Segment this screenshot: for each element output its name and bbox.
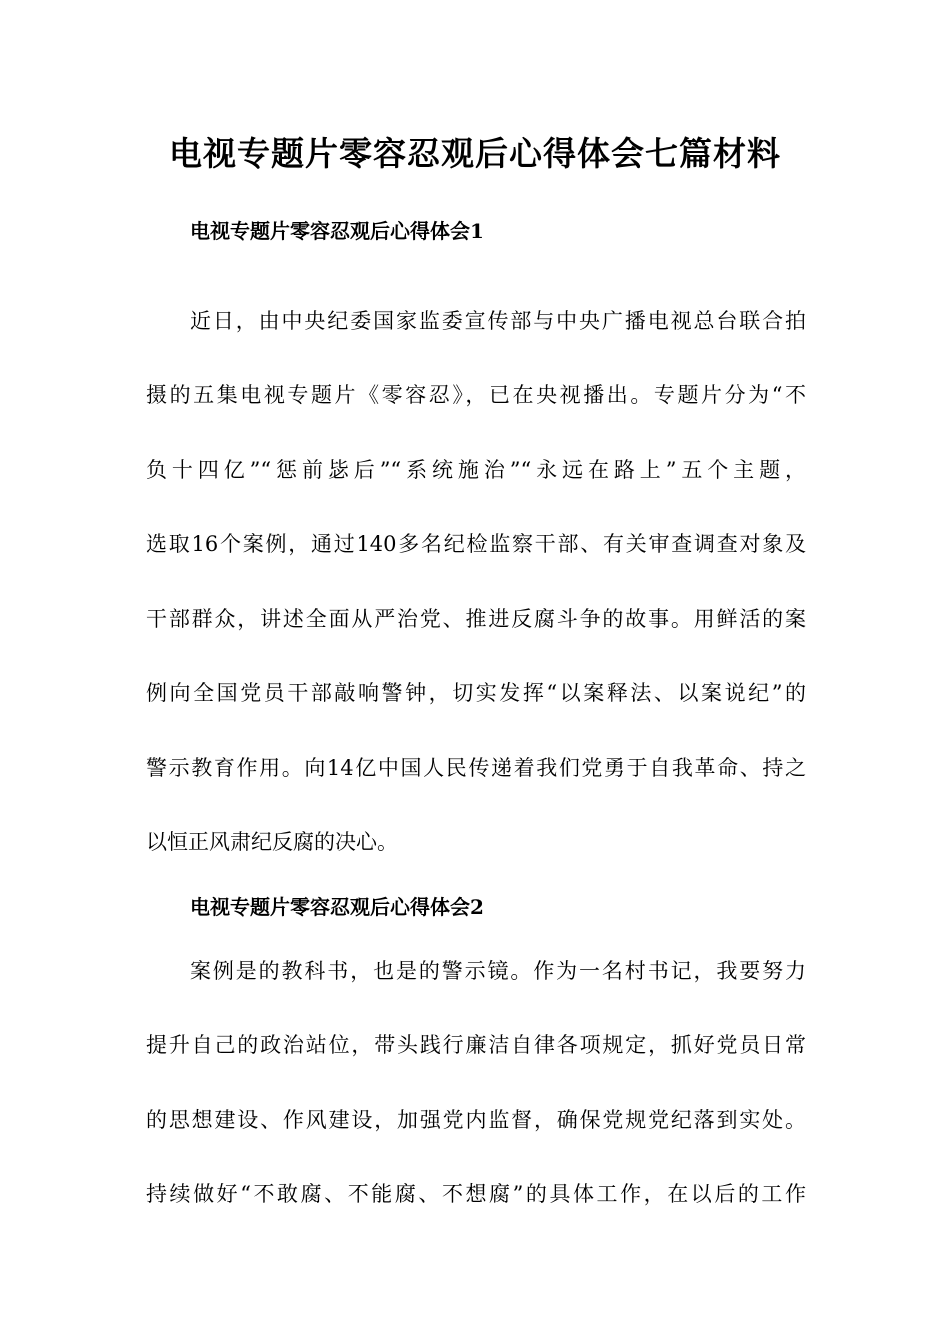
paragraph-line: 以恒正风肃纪反腐的决心。 (146, 830, 398, 854)
paragraph-line: 持续做好“不敢腐、不能腐、不想腐”的具体工作，在以后的工作 (146, 1182, 806, 1206)
paragraph-line: 案例是的教科书，也是的警示镜。作为一名村书记，我要努力 (190, 959, 806, 983)
paragraph-line: 提升自己的政治站位，带头践行廉洁自律各项规定，抓好党员日常 (146, 1033, 806, 1057)
section-heading-1: 电视专题片零容忍观后心得体会1 (190, 219, 484, 243)
paragraph-line: 的思想建设、作风建设，加强党内监督，确保党规党纪落到实处。 (146, 1108, 806, 1132)
section-heading-2: 电视专题片零容忍观后心得体会2 (190, 895, 484, 919)
paragraph-line: 摄的五集电视专题片《零容忍》，已在央视播出。专题片分为“不 (146, 383, 806, 407)
paragraph-line: 干部群众，讲述全面从严治党、推进反腐斗争的故事。用鲜活的案 (146, 607, 806, 631)
document-title: 电视专题片零容忍观后心得体会七篇材料 (169, 134, 781, 173)
paragraph-line: 警示教育作用。向14亿中国人民传递着我们党勇于自我革命、持之 (146, 756, 806, 780)
paragraph-line: 近日，由中央纪委国家监委宣传部与中央广播电视总台联合拍 (190, 309, 806, 333)
paragraph-line: 选取16个案例，通过140多名纪检监察干部、有关审查调查对象及 (146, 532, 806, 556)
paragraph-line: 例向全国党员干部敲响警钟，切实发挥“以案释法、以案说纪”的 (146, 681, 806, 705)
paragraph-line: 负十四亿”“惩前毖后”“系统施治”“永远在路上”五个主题， (146, 458, 806, 482)
